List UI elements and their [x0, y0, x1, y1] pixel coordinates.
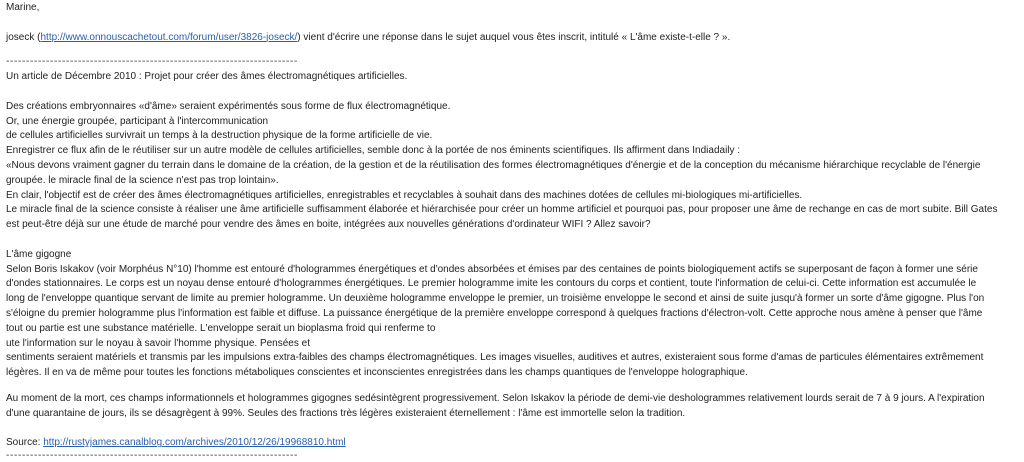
paragraph-line: En clair, l'objectif est de créer des âmes électromagnétiques artificielles, enregistrables et recyclables à souhait dans des machines dotées de cellules mi-biologiques mi-artificielles. — [6, 189, 803, 201]
paragraph-line: Le miracle final de la science consiste à réaliser une âme artificielle suffisamment élaborée et hiérarchisée pour créer un homme artificiel et pourquoi pas, pour proposer une âme de rechange en cas de mort subite. Bill Gates — [6, 204, 998, 216]
section-title: L'âme gigogne — [6, 248, 72, 260]
greeting: Marine, — [6, 2, 40, 13]
paragraph-1 — [6, 100, 1024, 233]
paragraph-line: Au moment de la mort, ces champs informationnels et hologrammes gigognes sedésintègrent progressivement. Selon Iskakov la période de demi-vie deshologrammes relativement lourds serait de 7 à 9 jours. A l'expiration — [6, 392, 985, 404]
author-profile-link[interactable]: http://www.onnouscachetout.com/forum/user/3826-joseck/ — [40, 31, 298, 43]
paragraph-line: d'ondes stationnaires. Le corps est un noyau dense entouré d'hologrammes énergétiques. Le premier hologramme imite les contours du corps et contient, toute l'information de celui-ci. Cette information est accumulée le — [6, 278, 977, 290]
notification-line — [6, 31, 1024, 46]
author-name: joseck — [6, 31, 35, 43]
paragraph-2 — [6, 263, 1024, 381]
paragraph-line: ute l'information sur le noyau à savoir l'homme physique. Pensées et — [6, 337, 310, 349]
source-line — [6, 436, 1024, 451]
paragraph-line: légères. Il en va de même pour toutes les fonctions métaboliques conscientes et inconscientes enregistrées dans les champs quantiques de l'enveloppe holographique. — [6, 367, 748, 379]
notification-message: vient d'écrire une réponse dans le sujet auquel vous êtes inscrit, intitulé « L'âme existe-t-elle ? ». — [303, 31, 731, 43]
paragraph-line: est peut-être déjà sur une étude de marché pour vendre des âmes en boite, intégrées aux nouvelles générations d'ordinateur WIFI ? Allez savoir? — [6, 219, 651, 231]
paragraph-line: de cellules artificielles survivrait un temps à la destruction physique de la forme artificielle de vie. — [6, 130, 433, 142]
article-intro: Un article de Décembre 2010 : Projet pour créer des âmes électromagnétiques artificielles. — [6, 71, 408, 83]
paragraph-line: «Nous devons vraiment gagner du terrain dans le domaine de la création, de la gestion et de la réutilisation des formes électromagnétiques d'énergie et de la conception du mécanisme hiérarchique recyclable de l'énergie — [6, 159, 981, 171]
paragraph-line: long de l'enveloppe quantique servant de limite au premier hologramme. Un deuxième hologramme enveloppe le premier, un troisième enveloppe le second et ainsi de suite jusqu'à former un sorte d'âme gigogne. Plus l'on — [6, 293, 985, 305]
paragraph-3 — [6, 392, 1024, 422]
source-label: Source: — [6, 437, 41, 449]
line-break-spacer — [6, 233, 1024, 248]
paragraph-line: Des créations embryonnaires «d'âme» seraient expérimentés sous forme de flux électromagnétique. — [6, 100, 451, 112]
line-break-spacer — [6, 85, 1024, 100]
paragraph-line: tout ou partie est une substance matérielle. L'enveloppe serait un bioplasma froid qui renferme to — [6, 322, 436, 334]
paragraph-line: Or, une énergie groupée, participant à l'intercommunication — [6, 115, 269, 127]
paragraph-line: groupée. le miracle final de la science n'est pas trop lointain». — [6, 174, 279, 186]
separator-line: ------------------------------------------------------------------------- — [6, 450, 299, 462]
paragraph-line: sentiments seraient matériels et transmis par les impulsions extra-faibles des champs électromagnétiques. Les images visuelles, auditives et autres, existeraient sous forme d'amas de particules élémentaires extrêmement — [6, 352, 984, 364]
paren-open: ( — [37, 31, 41, 43]
source-link[interactable]: http://rustyjames.canalblog.com/archives/2010/12/26/19968810.html — [43, 437, 346, 449]
paragraph-line: s'éloigne du premier hologramme plus l'information est faible et diffuse. La puissance énergétique de la première enveloppe correspond à quelques fractions d'électron-volt. Cette approche nous amène à penser que l'âme — [6, 307, 983, 319]
paragraph-line: Enregistrer ce flux afin de le réutiliser sur un autre modèle de cellules artificielles, semble donc à la portée de nos éminents scientifiques. Ils affirment dans Indiadaily : — [6, 145, 741, 157]
line-break-spacer — [6, 16, 1024, 31]
line-break-spacer — [6, 422, 1024, 437]
separator-line: ------------------------------------------------------------------------- — [6, 56, 299, 68]
line-break-spacer — [6, 381, 1024, 392]
paren-close: ) — [297, 31, 301, 43]
paragraph-line: Selon Boris Iskakov (voir Morphéus N°10) l'homme est entouré d'hologrammes énergétiques et d'ondes absorbées et émises par des centaines de points biologiquement actifs se superposant de façon à former une série — [6, 263, 978, 275]
paragraph-line: d'une quarantaine de jours, ils se désagrègent à 99%. Seules des fractions très légères existeraient éternellement : l'âme est immortelle selon la tradition. — [6, 407, 686, 419]
line-break-spacer — [6, 45, 1024, 55]
